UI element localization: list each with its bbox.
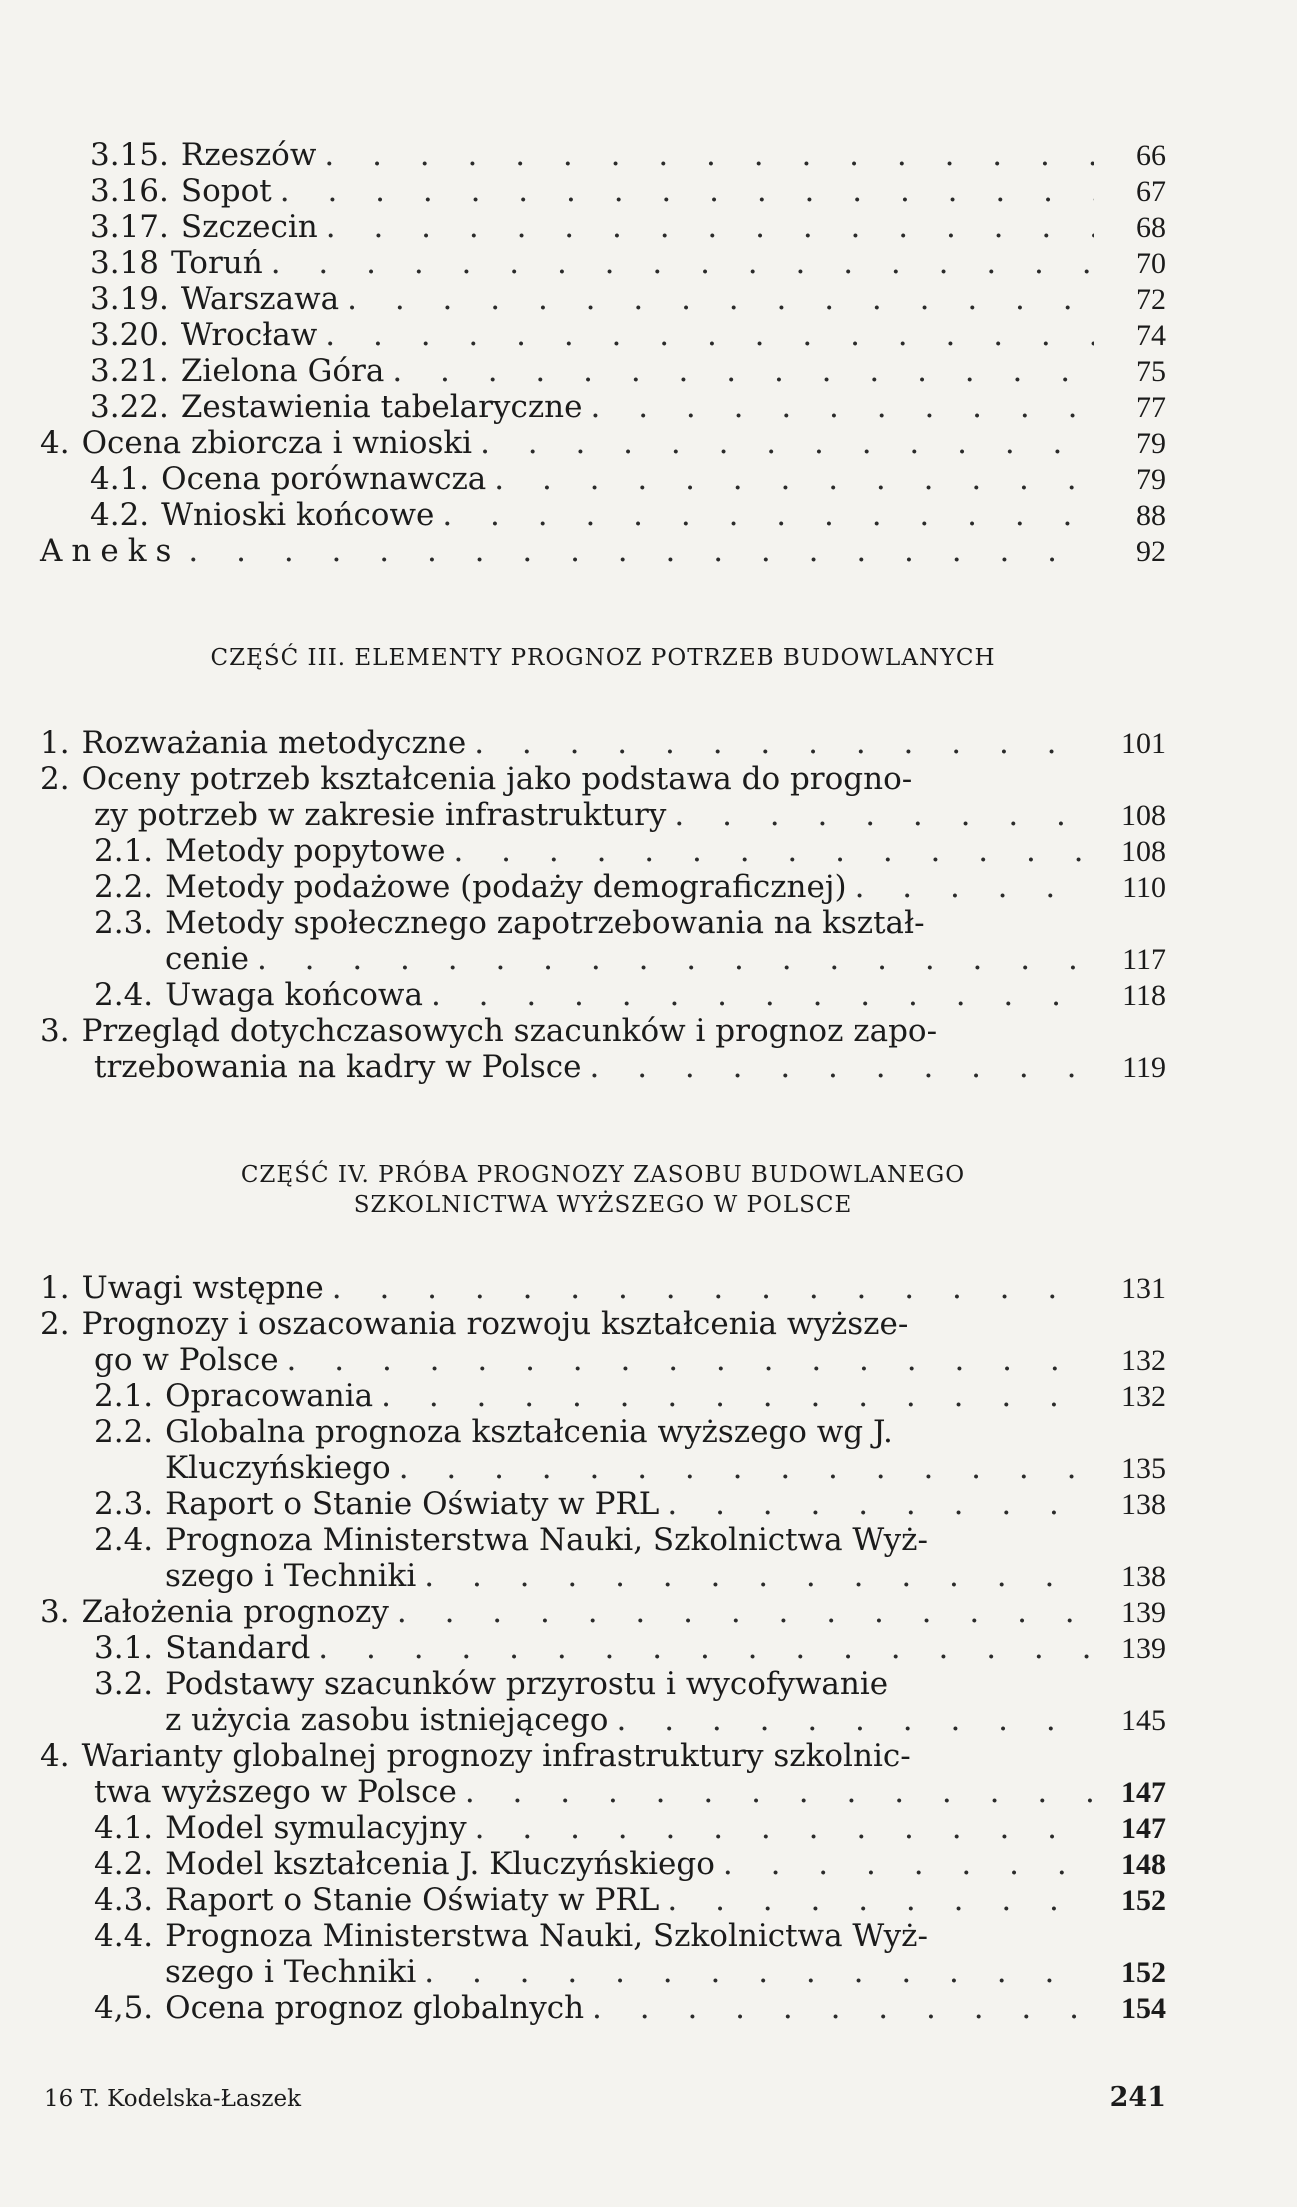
toc-number: 4.2. <box>94 1846 154 1882</box>
toc-number: 3. <box>40 1594 70 1630</box>
leader-dots <box>257 941 1094 977</box>
toc-title: Warszawa <box>180 281 340 317</box>
toc-page: 147 <box>1121 1812 1166 1845</box>
leader-dots <box>271 245 1094 281</box>
toc-page: 147 <box>1121 1776 1166 1809</box>
toc-page: 110 <box>1122 871 1166 904</box>
toc-number: 4.4. <box>94 1918 154 1954</box>
toc-number: 1. <box>40 1270 70 1306</box>
toc-page: 118 <box>1122 979 1166 1012</box>
toc-title-continued: trzebowania na kadry w Polsce <box>94 1049 582 1085</box>
toc-title-continued: szego i Techniki <box>165 1954 417 1990</box>
toc-title: Wnioski końcowe <box>161 497 435 533</box>
part-four-heading-line2: SZKOLNICTWA WYŻSZEGO W POLSCE <box>353 1192 853 1218</box>
toc-entry-continuation <box>165 941 1166 978</box>
toc-title-continued: szego i Techniki <box>165 1558 417 1594</box>
toc-number: 3.18 <box>90 245 160 281</box>
toc-entry <box>94 833 1166 870</box>
toc-number: 3.19. <box>90 281 169 317</box>
toc-entry <box>94 905 1166 941</box>
toc-title: Warianty globalnej prognozy infrastruktury szkolnic- <box>81 1738 911 1774</box>
toc-title: Standard <box>165 1630 311 1666</box>
toc-number: 4.2. <box>90 497 150 533</box>
toc-entry <box>40 1013 1166 1049</box>
leader-dots <box>723 1846 1094 1882</box>
toc-number: 4.1. <box>90 461 150 497</box>
toc-title: Raport o Stanie Oświaty w PRL <box>165 1486 660 1522</box>
toc-page: 88 <box>1136 499 1166 532</box>
toc-entry <box>90 281 1166 318</box>
toc-page: 119 <box>1122 1051 1166 1084</box>
toc-title: Uwaga końcowa <box>165 977 423 1013</box>
toc-number: 3.20. <box>90 317 169 353</box>
toc-page: 148 <box>1121 1848 1166 1881</box>
toc-entry-continuation <box>165 1450 1166 1487</box>
toc-number: 2.3. <box>94 1486 154 1522</box>
toc-title-continued: Kluczyńskiego <box>165 1450 391 1486</box>
toc-entry-continuation <box>165 1702 1166 1739</box>
toc-entry <box>40 761 1166 797</box>
toc-page: 132 <box>1121 1344 1166 1377</box>
toc-page: 72 <box>1136 283 1166 316</box>
toc-page: 70 <box>1136 247 1166 280</box>
toc-page: 77 <box>1136 391 1166 424</box>
toc-title: Ocena porównawcza <box>161 461 487 497</box>
toc-title-continued: z użycia zasobu istniejącego <box>165 1702 609 1738</box>
toc-number: 2. <box>40 761 70 797</box>
toc-entry <box>94 1666 1166 1702</box>
toc-entry <box>94 1630 1166 1667</box>
toc-entry <box>40 1738 1166 1774</box>
leader-dots <box>474 725 1094 761</box>
toc-entry <box>40 1594 1166 1631</box>
toc-title: Rozważania metodyczne <box>81 725 467 761</box>
leader-dots <box>442 497 1094 533</box>
toc-page: 66 <box>1136 139 1166 172</box>
toc-entry-continuation <box>94 797 1166 834</box>
toc-entry <box>90 497 1166 534</box>
toc-title-continued: zy potrzeb w zakresie infrastruktury <box>94 797 667 833</box>
toc-entry <box>94 1810 1166 1847</box>
toc-title: Model symulacyjny <box>165 1810 467 1846</box>
toc-page: 117 <box>1122 943 1166 976</box>
toc-entry <box>94 869 1166 906</box>
leader-dots <box>494 461 1094 497</box>
toc-entry <box>90 317 1166 354</box>
toc-page: 139 <box>1121 1596 1166 1629</box>
toc-number: 3. <box>40 1013 70 1049</box>
toc-title: Prognozy i oszacowania rozwoju kształcenia wyższe- <box>81 1306 909 1342</box>
toc-title: Metody popytowe <box>165 833 446 869</box>
leader-dots <box>424 1954 1094 1990</box>
leader-dots <box>399 1450 1094 1486</box>
toc-number: 2.3. <box>94 905 154 941</box>
leader-dots <box>589 1049 1094 1085</box>
toc-title: Model kształcenia J. Kluczyńskiego <box>165 1846 715 1882</box>
page-footer <box>44 2082 1166 2113</box>
toc-page: 152 <box>1121 1884 1166 1917</box>
toc-entry <box>94 1486 1166 1523</box>
toc-number: 2.4. <box>94 977 154 1013</box>
part-four-heading-line1: CZĘŚĆ IV. PRÓBA PROGNOZY ZASOBU BUDOWLANEGO <box>240 1162 966 1188</box>
leader-dots <box>381 1378 1094 1414</box>
toc-title: Rzeszów <box>180 137 317 173</box>
toc-title: Założenia prognozy <box>81 1594 389 1630</box>
leader-dots <box>326 209 1094 245</box>
toc-number: 4. <box>40 1738 70 1774</box>
toc-page: 74 <box>1136 319 1166 352</box>
toc-page: 145 <box>1121 1704 1166 1737</box>
toc-entry <box>94 1990 1166 2027</box>
toc-entry <box>94 1414 1166 1450</box>
toc-entry <box>90 461 1166 498</box>
toc-entry <box>90 173 1166 210</box>
part-three-heading: CZĘŚĆ III. ELEMENTY PROGNOZ POTRZEB BUDOWLANYCH <box>210 645 996 671</box>
toc-number: 4.3. <box>94 1882 154 1918</box>
toc-entry-continuation <box>94 1049 1166 1086</box>
toc-number: 3.17. <box>90 209 169 245</box>
toc-title: Ocena prognoz globalnych <box>165 1990 585 2026</box>
toc-title: Sopot <box>180 173 272 209</box>
leader-dots <box>280 173 1094 209</box>
toc-entry-annex <box>40 533 1166 570</box>
toc-page: 79 <box>1136 463 1166 496</box>
toc-page: 67 <box>1136 175 1166 208</box>
toc-page: 152 <box>1121 1956 1166 1989</box>
toc-entry <box>90 137 1166 174</box>
toc-number: 2. <box>40 1306 70 1342</box>
leader-dots <box>667 1882 1094 1918</box>
toc-title: Toruń <box>171 245 263 281</box>
printer-signature: 16 T. Kodelska-Łaszek <box>44 2086 302 2112</box>
toc-title: Opracowania <box>165 1378 374 1414</box>
toc-title: Szczecin <box>180 209 318 245</box>
leader-dots <box>424 1558 1094 1594</box>
toc-number: 3.16. <box>90 173 169 209</box>
toc-page: 154 <box>1121 1992 1166 2025</box>
leader-dots <box>325 317 1094 353</box>
toc-entry <box>94 1522 1166 1558</box>
toc-entry <box>90 389 1166 426</box>
toc-title: Podstawy szacunków przyrostu i wycofywanie <box>165 1666 889 1702</box>
toc-page: 138 <box>1121 1488 1166 1521</box>
toc-number: 3.15. <box>90 137 169 173</box>
leader-dots <box>188 533 1094 569</box>
toc-entry <box>94 1882 1166 1919</box>
leader-dots <box>324 137 1094 173</box>
toc-number: 2.1. <box>94 1378 154 1414</box>
toc-title: Prognoza Ministerstwa Nauki, Szkolnictwa Wyż- <box>165 1918 928 1954</box>
toc-page: 92 <box>1136 535 1166 568</box>
toc-title-continued: twa wyższego w Polsce <box>94 1774 457 1810</box>
toc-number: 4.1. <box>94 1810 154 1846</box>
toc-entry <box>94 1918 1166 1954</box>
toc-entry <box>40 425 1166 462</box>
leader-dots <box>480 425 1094 461</box>
toc-page: 108 <box>1121 799 1166 832</box>
toc-number: 2.1. <box>94 833 154 869</box>
leader-dots <box>475 1810 1094 1846</box>
leader-dots <box>465 1774 1094 1810</box>
toc-number: 3.2. <box>94 1666 154 1702</box>
toc-page: 101 <box>1121 727 1166 760</box>
leader-dots <box>674 797 1094 833</box>
toc-title: Przegląd dotychczasowych szacunków i prognoz zapo- <box>81 1013 938 1049</box>
toc-page: 131 <box>1121 1272 1166 1305</box>
toc-entry <box>90 353 1166 390</box>
toc-title: Wrocław <box>180 317 318 353</box>
toc-number: 3.1. <box>94 1630 154 1666</box>
toc-page: 75 <box>1136 355 1166 388</box>
leader-dots <box>591 389 1095 425</box>
toc-title: Oceny potrzeb kształcenia jako podstawa do progno- <box>81 761 913 797</box>
leader-dots <box>392 353 1094 389</box>
leader-dots <box>667 1486 1094 1522</box>
toc-title: Prognoza Ministerstwa Nauki, Szkolnictwa Wyż- <box>165 1522 928 1558</box>
toc-number: 2.2. <box>94 1414 154 1450</box>
toc-title: Zielona Góra <box>180 353 385 389</box>
toc-entry <box>94 1846 1166 1883</box>
toc-entry-continuation <box>94 1774 1166 1811</box>
leader-dots <box>287 1342 1094 1378</box>
toc-number: 4,5. <box>94 1990 154 2026</box>
toc-title: Aneks <box>40 533 181 569</box>
toc-page: 138 <box>1121 1560 1166 1593</box>
toc-entry <box>94 1378 1166 1415</box>
leader-dots <box>855 869 1094 905</box>
toc-page: 139 <box>1121 1632 1166 1665</box>
toc-entry <box>40 1270 1166 1307</box>
toc-number: 3.22. <box>90 389 169 425</box>
toc-entry-continuation <box>94 1342 1166 1379</box>
toc-title-continued: go w Polsce <box>94 1342 279 1378</box>
toc-number: 1. <box>40 725 70 761</box>
leader-dots <box>318 1630 1094 1666</box>
toc-entry <box>94 977 1166 1014</box>
leader-dots <box>453 833 1094 869</box>
toc-title: Raport o Stanie Oświaty w PRL <box>165 1882 660 1918</box>
toc-title: Ocena zbiorcza i wnioski <box>81 425 473 461</box>
toc-entry <box>40 725 1166 762</box>
toc-entry <box>90 209 1166 246</box>
leader-dots <box>431 977 1094 1013</box>
toc-title-continued: cenie <box>165 941 249 977</box>
toc-entry-continuation <box>165 1954 1166 1991</box>
leader-dots <box>332 1270 1094 1306</box>
toc-entry <box>40 1306 1166 1342</box>
leader-dots <box>592 1990 1094 2026</box>
page-number: 241 <box>1109 2082 1166 2113</box>
toc-page: 68 <box>1136 211 1166 244</box>
toc-entry <box>90 245 1166 282</box>
toc-page: 79 <box>1136 427 1166 460</box>
toc-number: 4. <box>40 425 70 461</box>
toc-title: Uwagi wstępne <box>81 1270 324 1306</box>
leader-dots <box>616 1702 1094 1738</box>
toc-page: 132 <box>1121 1380 1166 1413</box>
toc-page: 108 <box>1121 835 1166 868</box>
leader-dots <box>397 1594 1094 1630</box>
toc-title: Globalna prognoza kształcenia wyższego wg J. <box>165 1414 893 1450</box>
toc-number: 2.4. <box>94 1522 154 1558</box>
toc-title: Zestawienia tabelaryczne <box>180 389 583 425</box>
toc-title: Metody podażowe (podaży demograficznej) <box>165 869 847 905</box>
leader-dots <box>347 281 1094 317</box>
toc-title: Metody społecznego zapotrzebowania na kształ- <box>165 905 925 941</box>
toc-page: 135 <box>1121 1452 1166 1485</box>
toc-entry-continuation <box>165 1558 1166 1595</box>
toc-number: 3.21. <box>90 353 169 389</box>
toc-number: 2.2. <box>94 869 154 905</box>
